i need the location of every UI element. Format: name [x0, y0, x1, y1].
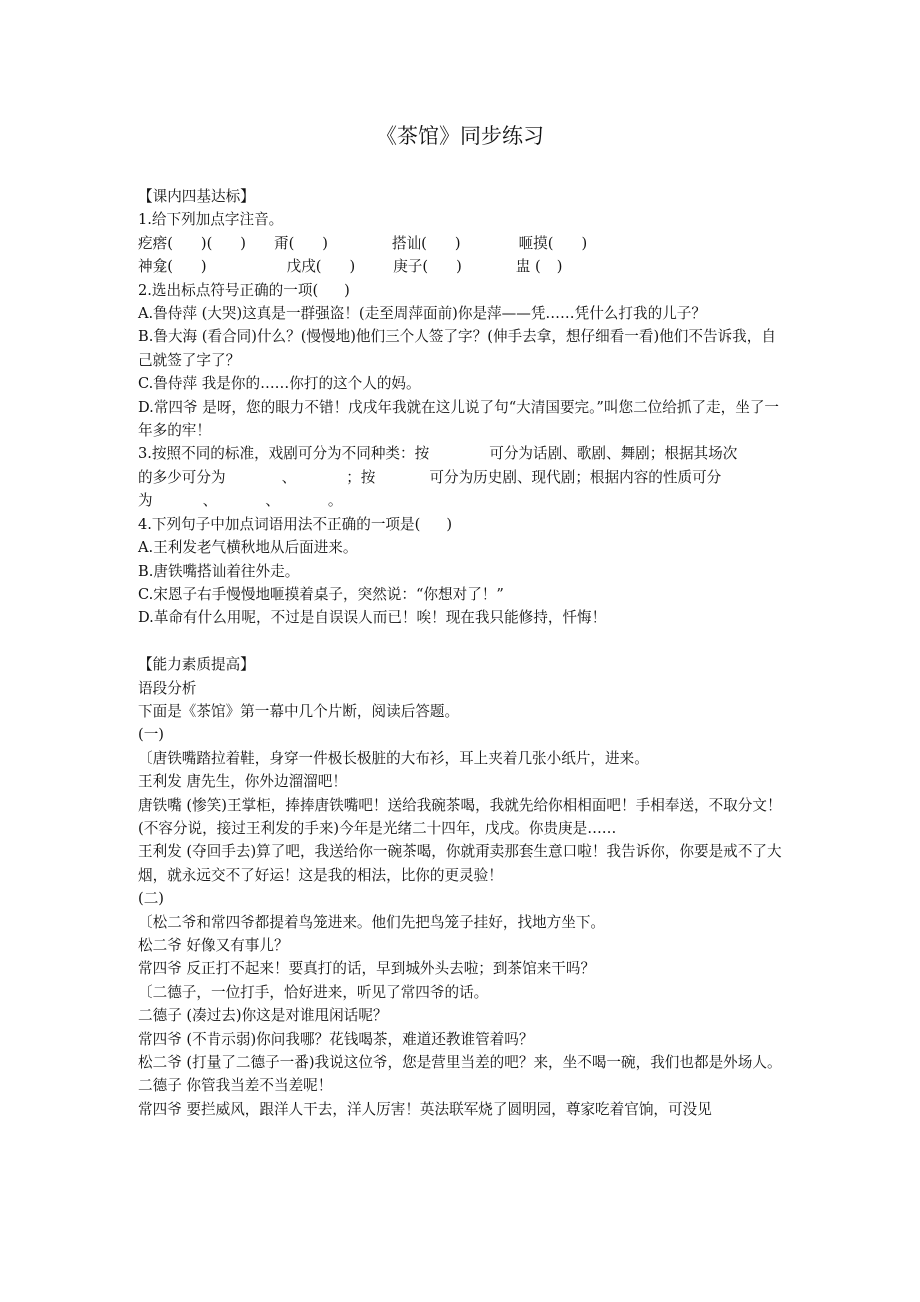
question-1-row-1: [138, 232, 788, 255]
question-4-stem: [138, 513, 788, 536]
question-1-stem: 1.给下列加点字注音。: [138, 211, 284, 229]
q1-blank-label: 盅 (: [515, 258, 541, 276]
section-spacer: [138, 630, 788, 653]
q1-blank-label: ): [556, 258, 563, 276]
q3-text: 为: [138, 492, 153, 510]
document-body: [138, 185, 788, 1121]
q3-text: 可分为话剧、歌剧、舞剧；根据其场次: [489, 445, 738, 463]
section-heading-ability: 【能力素质提高】: [138, 656, 255, 674]
question-3-line-1: [138, 442, 788, 465]
q1-blank-label: )(: [200, 234, 213, 252]
q3-text: 的多少可分为: [138, 468, 226, 486]
q1-blank-label: ): [456, 258, 462, 276]
question-1-row-2: [138, 255, 788, 278]
q1-blank-label: 甭(: [273, 234, 295, 252]
script-line: 〔松二爷和常四爷都提着鸟笼进来。他们先把鸟笼子挂好，找地方坐下。: [138, 913, 606, 931]
q1-blank-label: ): [240, 234, 246, 252]
script-line: 王利发 唐先生，你外边溜溜吧！: [138, 773, 347, 791]
question-4-option-b: B.唐铁嘴搭讪着往外走。: [138, 562, 300, 580]
q1-blank-label: ): [322, 234, 328, 252]
question-2-stem: [138, 279, 788, 302]
question-4-option-a: A.王利发老气横秋地从后面进来。: [138, 539, 358, 557]
question-2-option-a: A.鲁侍萍 (大哭)这真是一群强盗！(走至周萍面前)你是萍——凭……凭什么打我的儿子？: [138, 305, 706, 323]
section-heading-basic: 【课内四基达标】: [138, 188, 255, 205]
script-line: 〔二德子，一位打手，恰好进来，听见了常四爷的话。: [138, 983, 489, 1001]
q1-blank-label: ): [454, 234, 461, 252]
q3-text: 可分为历史剧、现代剧；根据内容的性质可分: [429, 468, 722, 486]
q1-blank-label: ): [581, 234, 588, 252]
question-3-line-3: [138, 489, 788, 512]
q1-blank-label: 庚子(: [393, 258, 429, 276]
q3-text: 3.按照不同的标准，戏剧可分为不同种类：按: [138, 445, 430, 463]
question-2-option-c: C.鲁侍萍 我是你的……你打的这个人的妈。: [138, 375, 421, 393]
question-4-option-d: D.革命有什么用呢，不过是自误误人而已！唉！现在我只能修持，忏悔！: [138, 609, 607, 627]
q2-stem-text: 2.选出标点符号正确的一项(: [138, 281, 319, 299]
script-line: 常四爷 (不肯示弱)你问我哪？花钱喝茶，难道还教谁管着吗？: [138, 1030, 534, 1048]
q3-text: 、: [281, 468, 297, 486]
part-1-label: (一): [138, 726, 164, 744]
part-2-label: (二): [138, 890, 164, 908]
q1-blank-label: ): [349, 258, 356, 276]
q3-text: 、: [265, 492, 280, 510]
q1-blank-label: 搭讪(: [391, 234, 427, 252]
q2-stem-close: ): [344, 281, 350, 299]
script-line: 王利发 (夺回手去)算了吧，我送给你一碗茶喝，你就甭卖那套生意口啦！我告诉你，你要是戒不了大烟，就永远交不了好运！这是我的相法，比你的更灵验！: [138, 843, 782, 884]
q1-blank-label: 咂摸(: [518, 234, 554, 252]
q3-text: 、: [202, 492, 218, 510]
page-title: 《茶馆》同步练习: [376, 124, 544, 148]
script-line: 二德子 (凑过去)你这是对谁甩闲话呢？: [138, 1007, 388, 1025]
script-line: 常四爷 要拦威风，跟洋人干去，洋人厉害！英法联军烧了圆明园，尊家吃着官饷，可没见: [138, 1100, 712, 1118]
q3-text: 。: [327, 492, 343, 510]
q1-blank-label: 疙瘩(: [138, 234, 173, 252]
script-line: 松二爷 好像又有事儿？: [138, 936, 289, 954]
q3-text: ；按: [346, 468, 376, 486]
script-line: 二德子 你管我当差不当差呢！: [138, 1077, 333, 1095]
reading-intro: 下面是《茶馆》第一幕中几个片断，阅读后答题。: [138, 702, 460, 720]
question-2-option-b: B.鲁大海 (看合同)什么？(慢慢地)他们三个人签了字？(伸手去拿，想仔细看一看)他们不告诉我，自己就签了字了？: [138, 328, 776, 369]
question-4-option-c: C.宋恩子右手慢慢地咂摸着桌子，突然说：“你想对了！”: [138, 585, 504, 603]
q4-stem-text: 4.下列句子中加点词语用法不正确的一项是(: [138, 515, 421, 533]
q1-blank-label: 神龛(: [138, 258, 173, 276]
q1-blank-label: ): [200, 258, 207, 276]
q1-blank-label: 戊戌(: [286, 258, 322, 276]
script-line: 常四爷 反正打不起来！要真打的话，早到城外头去啦；到茶馆来干吗？: [138, 960, 596, 978]
question-3-line-2: [138, 466, 788, 489]
question-2-option-d: D.常四爷 是呀，您的眼力不错！戊戌年我就在这儿说了句“大清国要完。”叫您二位给抓了走，坐了一年多的牢！: [138, 398, 780, 440]
script-line: 唐铁嘴 (惨笑)王掌柜，捧捧唐铁嘴吧！送给我碗茶喝，我就先给你相相面吧！手相奉送，不取分文！(不容分说，接过王利发的手来)今年是光绪二十四年，戊戌。你贵庚是……: [138, 796, 782, 837]
script-line: 〔唐铁嘴踏拉着鞋，身穿一件极长极脏的大布衫，耳上夹着几张小纸片，进来。: [138, 749, 649, 767]
subsection-title: 语段分析: [138, 679, 197, 697]
script-line: 松二爷 (打量了二德子一番)我说这位爷，您是营里当差的吧？来，坐不喝一碗，我们也都是外场人。: [138, 1054, 782, 1072]
q4-stem-close: ): [446, 515, 453, 533]
